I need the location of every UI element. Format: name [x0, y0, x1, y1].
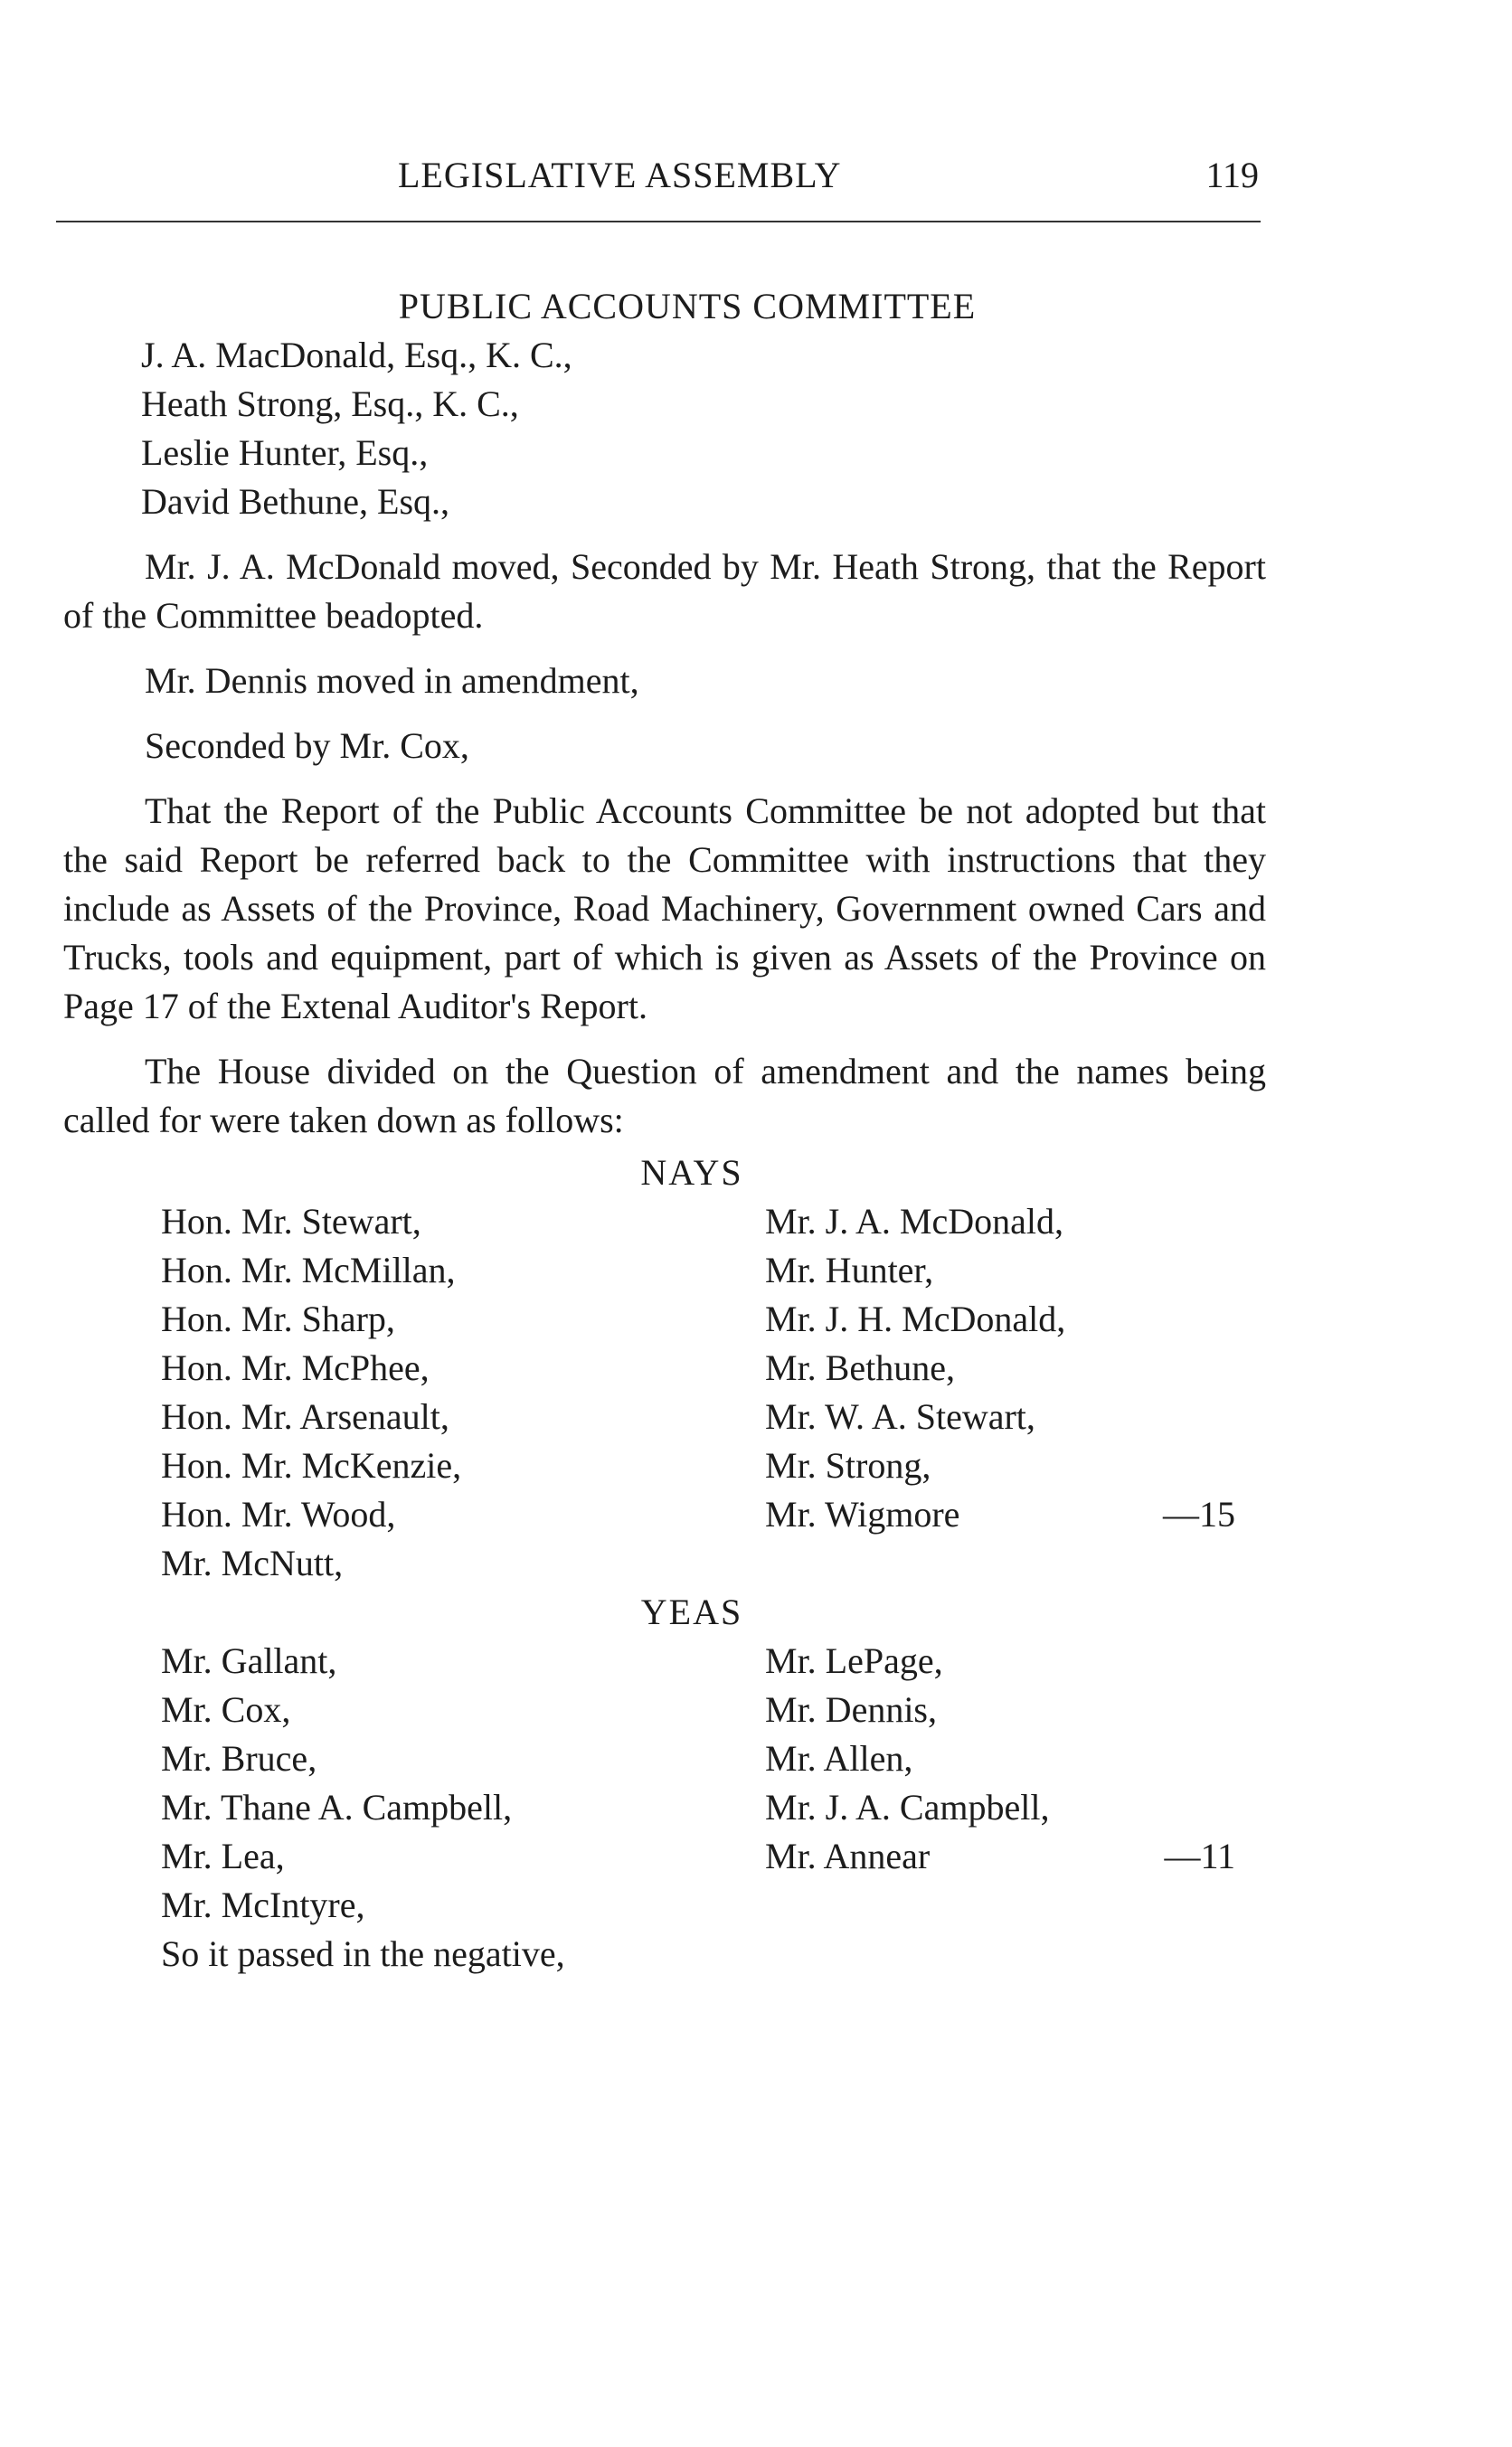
nay-member: Mr. Bethune, [765, 1347, 955, 1388]
yea-member: Mr. Cox, [161, 1689, 291, 1730]
nay-member: Hon. Mr. McPhee, [161, 1347, 430, 1388]
committee-member: Leslie Hunter, Esq., [141, 432, 429, 473]
yea-member: Mr. Dennis, [765, 1689, 937, 1730]
nays-list [63, 1197, 1266, 1588]
nay-member: Mr. Strong, [765, 1445, 931, 1486]
yea-member: Mr. Annear [765, 1836, 931, 1876]
nays-right-column [765, 1197, 1235, 1539]
header-rule [56, 221, 1261, 222]
yeas-last-row [765, 1832, 1235, 1881]
seconded-line: Seconded by Mr. Cox, [145, 725, 469, 766]
amendment-moved-line: Mr. Dennis moved in amendment, [145, 660, 639, 701]
committee-member: David Bethune, Esq., [141, 481, 450, 522]
body-text [63, 282, 1266, 1979]
yea-member: Mr. Lea, [161, 1836, 285, 1876]
motion-paragraph: Mr. J. A. McDonald moved, Seconded by Mr. Heath Strong, that the Report of the Committee beadopted. [63, 546, 1266, 636]
committee-member: J. A. MacDonald, Esq., K. C., [141, 335, 572, 375]
yea-member: Mr. Gallant, [161, 1640, 337, 1681]
nays-left-column [63, 1197, 765, 1588]
nay-member: Hon. Mr. Arsenault, [161, 1396, 449, 1437]
committee-members [63, 331, 1266, 526]
yea-member: Mr. LePage, [765, 1640, 943, 1681]
nay-member: Hon. Mr. Wood, [161, 1494, 396, 1535]
committee-member: Heath Strong, Esq., K. C., [141, 383, 519, 424]
nays-heading: NAYS [640, 1152, 743, 1193]
nay-member: Hon. Mr. Stewart, [161, 1201, 421, 1242]
yea-member: Mr. Thane A. Campbell, [161, 1787, 513, 1828]
running-title: LEGISLATIVE ASSEMBLY [398, 155, 842, 195]
page-number: 119 [1205, 155, 1259, 195]
closing-line: So it passed in the negative, [161, 1933, 565, 1974]
yea-member: Mr. J. A. Campbell, [765, 1787, 1050, 1828]
nay-member: Hon. Mr. McKenzie, [161, 1445, 462, 1486]
yeas-tally: —11 [1164, 1836, 1235, 1876]
division-paragraph: The House divided on the Question of amendment and the names being called for were taken down as follows: [63, 1051, 1266, 1140]
nays-last-row [765, 1490, 1235, 1539]
committee-title: PUBLIC ACCOUNTS COMMITTEE [398, 286, 977, 326]
yea-member: Mr. McIntyre, [161, 1885, 365, 1925]
nays-tally: —15 [1163, 1494, 1235, 1535]
amendment-paragraph: That the Report of the Public Accounts Committee be not adopted but that the said Report be referred back to the Committee with instructions that they include as Assets of the Province, Road Machinery, Government owned Cars and Trucks, tools and equipment, part of which is given as Assets of the Province on Page 17 of the Extenal Auditor's Report. [63, 790, 1266, 1026]
yeas-left-column [63, 1637, 765, 1930]
nay-member: Mr. Wigmore [765, 1494, 960, 1535]
nay-member: Mr. J. H. McDonald, [765, 1299, 1066, 1339]
nay-member: Mr. W. A. Stewart, [765, 1396, 1035, 1437]
yea-member: Mr. Allen, [765, 1738, 913, 1779]
yeas-list [63, 1637, 1266, 1930]
nay-member: Hon. Mr. Sharp, [161, 1299, 395, 1339]
nay-member: Hon. Mr. McMillan, [161, 1250, 456, 1290]
running-header [56, 154, 1259, 208]
yea-member: Mr. Bruce, [161, 1738, 317, 1779]
nay-member: Mr. Hunter, [765, 1250, 934, 1290]
yeas-heading: YEAS [640, 1592, 743, 1632]
nay-member: Mr. McNutt, [161, 1543, 344, 1583]
nay-member: Mr. J. A. McDonald, [765, 1201, 1063, 1242]
yeas-right-column [765, 1637, 1235, 1881]
